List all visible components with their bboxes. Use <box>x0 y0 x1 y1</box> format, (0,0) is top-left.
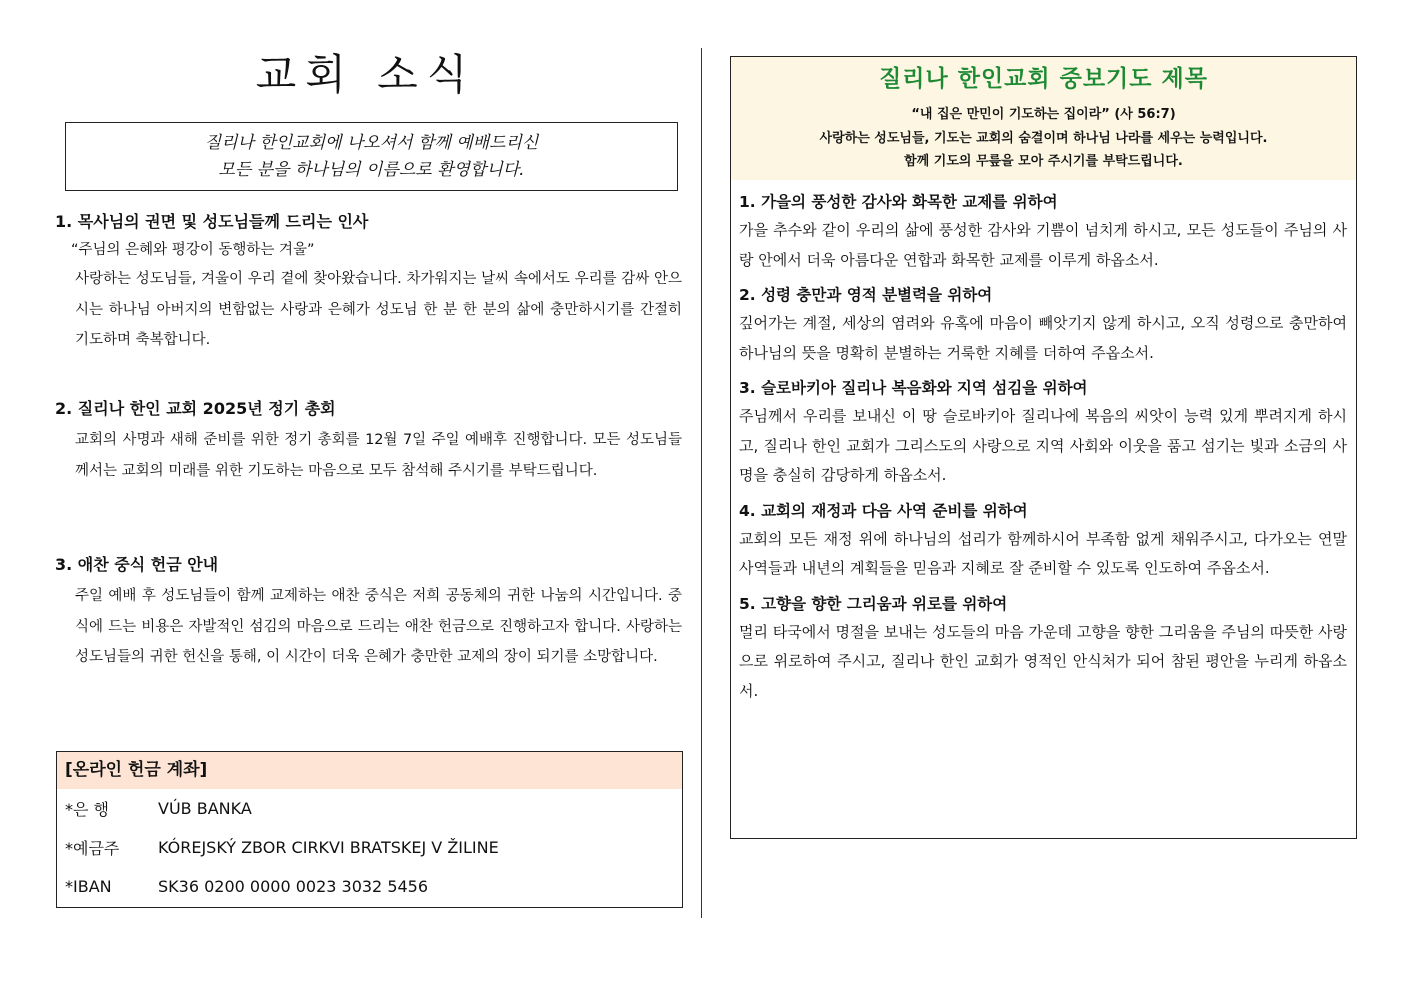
bank-value: KÓREJSKÝ ZBOR CIRKVI BRATSKEJ V ŽILINE <box>158 838 499 857</box>
bank-label: *은 행 <box>65 800 109 819</box>
prayer-item-body: 교회의 모든 재정 위에 하나님의 섭리가 함께하시어 부족함 없게 채워주시고, 다가오는 연말 사역들과 내년의 계획들을 믿음과 지혜로 잘 준비할 수 있도록 인도하여 주옵소서. <box>739 529 1347 577</box>
section-heading: 2. 질리나 한인 교회 2025년 정기 총회 <box>55 399 336 418</box>
prayer-item-body: 주님께서 우리를 보내신 이 땅 슬로바키아 질리나에 복음의 씨앗이 능력 있게 뿌려지게 하시고, 질리나 한인 교회가 그리스도의 사랑으로 지역 사회와 이웃을 품고 섬기는 빛과 소금의 사명을 충실히 감당하게 하옵소서. <box>739 407 1347 484</box>
bank-row-bank <box>57 789 682 828</box>
bank-heading: [온라인 헌금 계좌] <box>57 752 682 789</box>
bank-value: VÚB BANKA <box>158 799 252 818</box>
online-offering-account-box <box>56 751 683 908</box>
section-heading: 3. 애찬 중식 헌금 안내 <box>55 555 219 574</box>
column-divider <box>701 48 702 918</box>
news-section-2 <box>55 398 682 486</box>
welcome-line-1: 질리나 한인교회에 나오셔서 함께 예배드리신 <box>204 133 539 153</box>
prayer-item <box>739 281 1347 368</box>
prayer-intro-verse: “내 집은 만민이 기도하는 집이라” (사 56:7) <box>911 107 1176 122</box>
section-heading: 1. 목사님의 권면 및 성도님들께 드리는 인사 <box>55 212 369 231</box>
section-body: 사랑하는 성도님들, 겨울이 우리 곁에 찾아왔습니다. 차가워지는 날씨 속에서도 우리를 감싸 안으시는 하나님 아버지의 변함없는 사랑과 은혜가 성도님 한 분 한 분의 삶에 충만하시기를 간절히 기도하며 축복합니다. <box>75 271 682 348</box>
prayer-item-body: 깊어가는 계절, 세상의 염려와 유혹에 마음이 빼앗기지 않게 하시고, 오직 성령으로 충만하여 하나님의 뜻을 명확히 분별하는 거룩한 지혜를 더하여 주옵소서. <box>739 314 1347 362</box>
prayer-intro <box>731 100 1356 180</box>
prayer-topics-box <box>730 56 1357 839</box>
prayer-item-heading: 1. 가을의 풍성한 감사와 화목한 교제를 위하여 <box>739 193 1058 211</box>
prayer-item-heading: 2. 성령 충만과 영적 분별력을 위하여 <box>739 286 993 304</box>
welcome-box <box>65 122 678 191</box>
section-body: 교회의 사명과 새해 준비를 위한 정기 총회를 12월 7일 주일 예배후 진행합니다. 모든 성도님들께서는 교회의 미래를 위한 기도하는 마음으로 모두 참석해 주시기를 부탁드립니다. <box>75 432 682 479</box>
bank-label: *IBAN <box>65 877 112 896</box>
prayer-intro-line-3: 함께 기도의 무릎을 모아 주시기를 부탁드립니다. <box>904 154 1183 169</box>
prayer-item <box>739 590 1347 707</box>
welcome-line-2: 모든 분을 하나님의 이름으로 환영합니다. <box>218 160 525 180</box>
news-section-1 <box>55 211 682 356</box>
prayer-item-heading: 5. 고향을 향한 그리움과 위로를 위하여 <box>739 594 1008 613</box>
prayer-item <box>739 188 1347 275</box>
prayer-item-heading: 4. 교회의 재정과 다음 사역 준비를 위하여 <box>739 501 1028 520</box>
bank-row-holder <box>57 828 682 867</box>
page-title: 교회 소식 <box>255 50 477 99</box>
prayer-item <box>739 497 1347 584</box>
prayer-list <box>731 180 1356 706</box>
prayer-title: 질리나 한인교회 중보기도 제목 <box>731 57 1356 100</box>
bank-row-iban <box>57 867 682 906</box>
section-quote: “주님의 은혜와 평강이 동행하는 겨울” <box>71 242 315 258</box>
prayer-item-body: 멀리 타국에서 명절을 보내는 성도들의 마음 가운데 고향을 향한 그리움을 주님의 따뜻한 사랑으로 위로하여 주시고, 질리나 한인 교회가 영적인 안식처가 되어 참된 평안을 누리게 하옵소서. <box>739 622 1347 700</box>
bank-label: *예금주 <box>65 839 120 858</box>
section-body: 주일 예배 후 성도님들이 함께 교제하는 애찬 중식은 저희 공동체의 귀한 나눔의 시간입니다. 중식에 드는 비용은 자발적인 섬김의 마음으로 드리는 애찬 헌금으로 진행하고자 합니다. 사랑하는 성도님들의 귀한 헌신을 통해, 이 시간이 더욱 은혜가 충만한 교제의 장이 되기를 소망합니다. <box>75 588 682 665</box>
prayer-item-body: 가을 추수와 같이 우리의 삶에 풍성한 감사와 기쁨이 넘치게 하시고, 모든 성도들이 주님의 사랑 안에서 더욱 아름다운 연합과 화목한 교제를 이루게 하옵소서. <box>739 221 1347 269</box>
prayer-item-heading: 3. 슬로바키아 질리나 복음화와 지역 섬김을 위하여 <box>739 379 1088 397</box>
bank-value: SK36 0200 0000 0023 3032 5456 <box>158 877 429 896</box>
prayer-item <box>739 374 1347 491</box>
news-section-3 <box>55 554 682 673</box>
prayer-intro-line-2: 사랑하는 성도님들, 기도는 교회의 숨결이며 하나님 나라를 세우는 능력입니다. <box>819 130 1268 146</box>
